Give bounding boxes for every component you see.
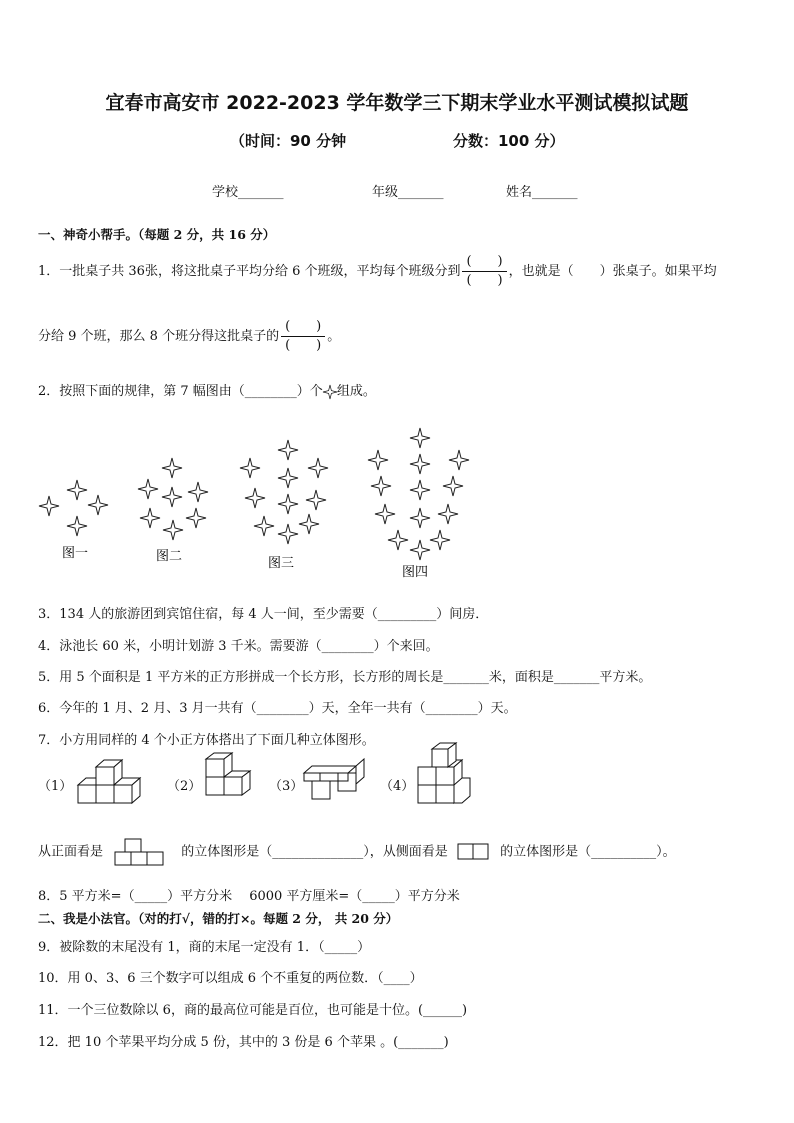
q2-text-a: 2．按照下面的规律，第 7 幅图由（________）个 bbox=[38, 384, 323, 399]
question-9: 9．被除数的末尾没有 1，商的末尾一定没有 1．（_____） bbox=[38, 940, 371, 955]
page-title: 宜春市高安市 2022-2023 学年数学三下期末学业水平测试模拟试题 bbox=[105, 92, 689, 114]
cube-label-2: （2） bbox=[167, 779, 202, 794]
q1-text-d: 。 bbox=[327, 329, 341, 344]
side-view-icon bbox=[456, 842, 492, 862]
exam-score: 分数：100 分） bbox=[453, 132, 565, 150]
question-7-intro: 7．小方用同样的 4 个小正方体搭出了下面几种立体图形。 bbox=[38, 733, 375, 748]
cube-figure-4 bbox=[418, 743, 470, 803]
question-11: 11．一个三位数除以 6，商的最高位可能是百位，也可能是十位。(______) bbox=[38, 1003, 468, 1018]
q2-text-b: 组成。 bbox=[336, 384, 376, 399]
cube-figures bbox=[0, 755, 794, 815]
cube-label-3: （3） bbox=[269, 779, 304, 794]
question-1-line2 bbox=[38, 318, 340, 355]
section-1-heading: 一、神奇小帮手。（每题 2 分，共 16 分） bbox=[38, 227, 276, 242]
question-5: 5．用 5 个面积是 1 平方米的正方形拼成一个长方形，长方形的周长是_______米，面积是_______平方米。 bbox=[38, 670, 652, 685]
cube-figure-3 bbox=[304, 759, 364, 799]
figure-3 bbox=[240, 440, 328, 544]
star-pattern-figures bbox=[0, 420, 794, 590]
q7-text-d: 的立体图形是（__________）。 bbox=[500, 844, 676, 860]
question-12: 12．把 10 个苹果平均分成 5 份，其中的 3 份是 6 个苹果 。(_______) bbox=[38, 1035, 449, 1050]
question-1-line1 bbox=[38, 253, 717, 290]
star-icon bbox=[323, 385, 337, 399]
q7-text-c: 的立体图形是（______________），从侧面看是 bbox=[181, 844, 448, 860]
exam-time: （时间：90 分钟 bbox=[230, 132, 347, 150]
figure-2 bbox=[138, 458, 208, 540]
school-field[interactable]: 学校_______ bbox=[212, 185, 284, 200]
q1-text-a: 1．一批桌子共 36张，将这批桌子平均分给 6 个班级，平均每个班级分到 bbox=[38, 264, 461, 279]
q1-text-c: 分给 9 个班，那么 8 个班分得这批桌子的 bbox=[38, 329, 280, 344]
q1-text-b: ，也就是（ ）张桌子。如果平均 bbox=[508, 264, 717, 279]
figure-1 bbox=[39, 480, 108, 536]
question-6: 6．今年的 1 月、2 月、3 月一共有（________）天，全年一共有（________）天。 bbox=[38, 701, 517, 716]
question-2 bbox=[38, 380, 376, 399]
question-7-views bbox=[38, 837, 676, 867]
front-view-icon bbox=[113, 837, 171, 867]
cube-figure-2 bbox=[206, 753, 250, 795]
cube-label-4: （4） bbox=[380, 779, 415, 794]
q1-fraction-blank-2[interactable]: $\frac{( )}{( )}$ bbox=[281, 318, 325, 355]
name-field[interactable]: 姓名_______ bbox=[506, 185, 578, 200]
grade-field[interactable]: 年级_______ bbox=[372, 185, 444, 200]
cube-label-1: （1） bbox=[38, 779, 73, 794]
question-10: 10．用 0、3、6 三个数字可以组成 6 个不重复的两位数．（____） bbox=[38, 971, 423, 986]
q7-text-b: 从正面看是 bbox=[38, 844, 104, 860]
question-3: 3．134 人的旅游团到宾馆住宿，每 4 人一间，至少需要（_________）间房． bbox=[38, 607, 489, 622]
question-8: 8．5 平方米=（_____）平方分米 6000 平方厘米=（_____）平方分米 bbox=[38, 889, 460, 904]
question-4: 4．泳池长 60 米，小明计划游 3 千米。需要游（________）个来回。 bbox=[38, 639, 439, 654]
q1-fraction-blank[interactable]: $\frac{( )}{( )}$ bbox=[462, 253, 506, 290]
figure-4 bbox=[368, 428, 469, 560]
figure-label-3: 图三 bbox=[268, 556, 295, 571]
figure-label-2: 图二 bbox=[156, 549, 183, 564]
cube-figure-1 bbox=[78, 760, 140, 803]
figure-label-4: 图四 bbox=[402, 565, 429, 580]
figure-label-1: 图一 bbox=[62, 546, 89, 561]
section-2-heading: 二、我是小法官。（对的打√，错的打×。每题 2 分， 共 20 分） bbox=[38, 911, 399, 926]
